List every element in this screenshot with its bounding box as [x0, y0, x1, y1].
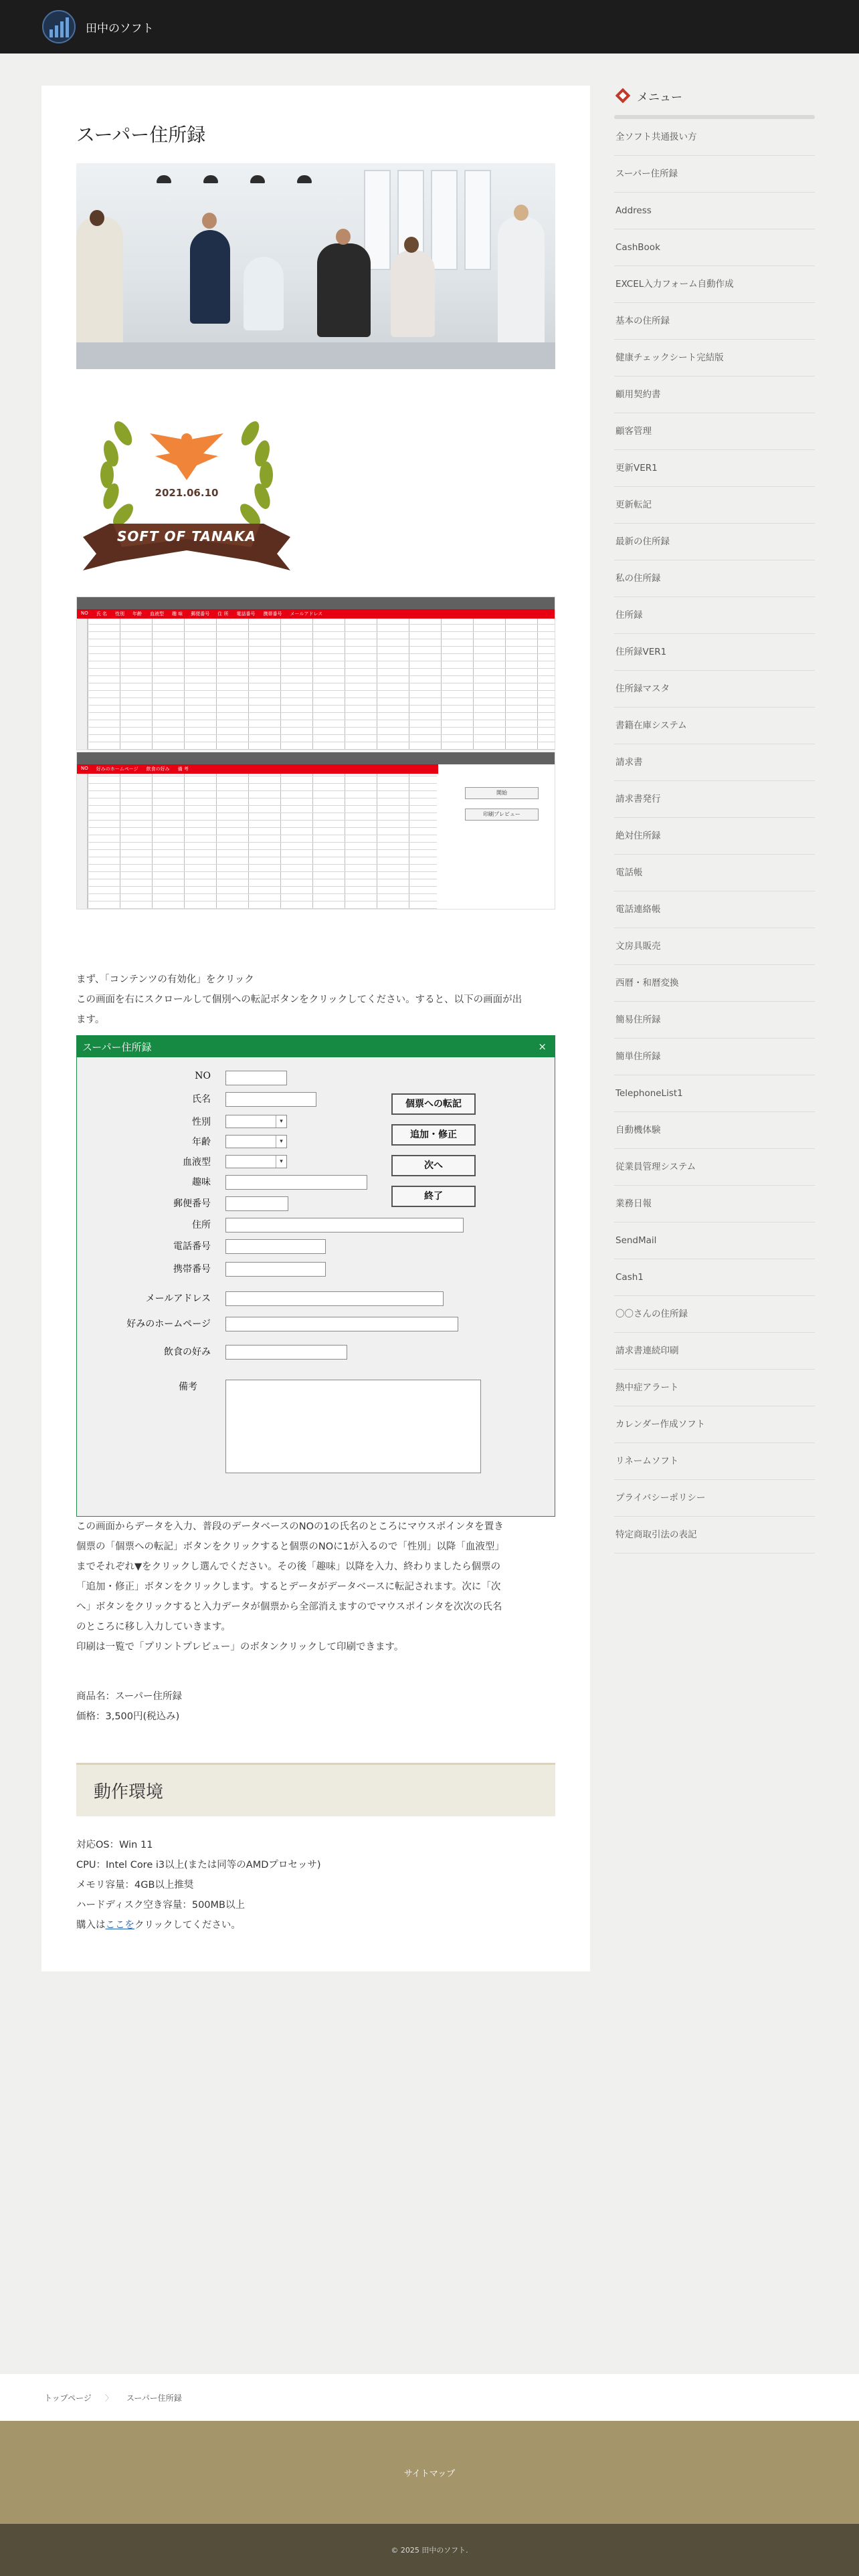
label-age: 年齢	[192, 1137, 211, 1148]
chevron-down-icon: ▾	[276, 1115, 286, 1128]
desc-line: この画面からデータを入力、普段のデータベースのNOの1の氏名のところにマウスポインタを置き	[76, 1521, 504, 1532]
product-price: 価格：3,500円(税込み)	[76, 1711, 180, 1722]
sidebar-heading-text: メニュー	[637, 90, 682, 104]
sidebar-item[interactable]: 書籍在庫システム	[614, 708, 815, 744]
no-field	[225, 1071, 287, 1085]
sidebar-item[interactable]: TelephoneList1	[614, 1075, 815, 1112]
spec-line: ハードディスク空き容量：500MB以上	[76, 1900, 245, 1911]
spreadsheet-list-screenshot	[76, 597, 555, 750]
sidebar-item[interactable]: カレンダー作成ソフト	[614, 1406, 815, 1443]
sheet-header-cell: 携帯番号	[263, 611, 282, 617]
label-no: NO	[195, 1071, 211, 1081]
email-field	[225, 1291, 444, 1306]
label-homepage: 好みのホームページ	[126, 1319, 211, 1329]
purchase-link[interactable]: ここを	[105, 1920, 134, 1931]
sheet-header-cell: 飲食の好み	[146, 766, 170, 772]
sidebar	[614, 86, 815, 1553]
sidebar-item[interactable]: 健康チェックシート完結版	[614, 340, 815, 377]
breadcrumb	[0, 2374, 859, 2421]
sheet-header-row	[77, 609, 555, 619]
desc-line: へ」ボタンをクリックすると入力データが個票から全部消えますのでマウスポインタを次次の氏名	[76, 1602, 502, 1612]
label-zip: 郵便番号	[173, 1198, 211, 1209]
sidebar-item[interactable]: CashBook	[614, 229, 815, 266]
sidebar-heading	[614, 86, 815, 106]
badge-ribbon-text: SOFT OF TANAKA	[116, 528, 257, 544]
sidebar-item[interactable]: 簡単住所録	[614, 1039, 815, 1075]
sheet-header-cell: 住 所	[217, 611, 229, 617]
tel-field	[225, 1239, 326, 1254]
footer-copyright-bar	[0, 2524, 859, 2576]
sheet-header-cell: NO	[81, 611, 88, 616]
intro-line: まず、「コンテンツの有効化」をクリック	[76, 974, 254, 985]
sidebar-item[interactable]: プライバシーポリシー	[614, 1480, 815, 1517]
purchase-prefix: 購入は	[76, 1920, 106, 1931]
sidebar-item[interactable]: 請求書連続印刷	[614, 1333, 815, 1370]
food-field	[225, 1345, 347, 1360]
sidebar-item[interactable]: 〇〇さんの住所録	[614, 1296, 815, 1333]
office-hero-image	[76, 163, 555, 369]
sidebar-item[interactable]: Address	[614, 193, 815, 229]
mobile-field	[225, 1262, 326, 1277]
spec-line: 対応OS：Win 11	[76, 1840, 153, 1850]
sidebar-item[interactable]: 熱中症アラート	[614, 1370, 815, 1406]
label-tel: 電話番号	[173, 1241, 211, 1252]
sidebar-item[interactable]: 簡易住所録	[614, 1002, 815, 1039]
sidebar-item[interactable]: 顧客管理	[614, 413, 815, 450]
chevron-down-icon: ▾	[276, 1156, 286, 1168]
desc-line: 個票の「個票への転記」ボタンをクリックすると個票のNOに1が入るので「性別」以降「血液型」	[76, 1541, 504, 1552]
site-logo-icon[interactable]	[41, 9, 76, 44]
sidebar-item[interactable]: 更新転記	[614, 487, 815, 524]
sidebar-item[interactable]: 請求書	[614, 744, 815, 781]
sheet-start-button: 開始	[465, 787, 539, 799]
hobby-field	[225, 1175, 367, 1190]
sidebar-item[interactable]: 従業員管理システム	[614, 1149, 815, 1186]
sidebar-item[interactable]: 自動機体験	[614, 1112, 815, 1149]
form-titlebar	[77, 1036, 555, 1057]
site-header	[0, 0, 859, 53]
description-text	[76, 1517, 555, 1657]
product-info	[76, 1687, 555, 1727]
page-title: スーパー住所録	[76, 124, 206, 146]
sidebar-item[interactable]: 更新VER1	[614, 450, 815, 487]
tanaka-badge-logo	[76, 387, 297, 580]
product-name: 商品名：スーパー住所録	[76, 1691, 183, 1702]
sidebar-item[interactable]: EXCEL入力フォーム自動作成	[614, 266, 815, 303]
sidebar-item[interactable]: SendMail	[614, 1222, 815, 1259]
environment-heading: 動作環境	[94, 1782, 164, 1802]
sidebar-item[interactable]: 基本の住所録	[614, 303, 815, 340]
sidebar-item[interactable]: 住所録VER1	[614, 634, 815, 671]
copyright-text: © 2025 田中のソフト.	[391, 2546, 468, 2555]
label-remarks: 備考	[179, 1382, 197, 1392]
sidebar-item[interactable]: 顧用契約書	[614, 377, 815, 413]
environment-heading-box	[76, 1763, 555, 1816]
form-title: スーパー住所録	[82, 1041, 152, 1053]
label-gender: 性別	[192, 1117, 211, 1128]
chevron-down-icon: ▾	[276, 1136, 286, 1148]
footer-nav	[0, 2421, 859, 2524]
site-title[interactable]: 田中のソフト	[86, 21, 154, 35]
sidebar-item[interactable]: リネームソフト	[614, 1443, 815, 1480]
sheet-header-cell: 性別	[114, 611, 124, 617]
spreadsheet-detail-screenshot	[76, 752, 555, 909]
main-content	[41, 86, 590, 1971]
add-edit-button: 追加・修正	[391, 1124, 476, 1146]
breadcrumb-home[interactable]: トップページ	[44, 2393, 92, 2403]
intro-text	[76, 970, 555, 1030]
label-blood: 血液型	[183, 1157, 211, 1168]
name-field	[225, 1092, 316, 1107]
sidebar-item[interactable]: 絶対住所録	[614, 818, 815, 855]
label-name: 氏名	[192, 1094, 211, 1105]
label-email: メールアドレス	[145, 1293, 211, 1304]
sidebar-item[interactable]: 電話連絡帳	[614, 891, 815, 928]
sheet-header-cell: 氏 名	[96, 611, 107, 617]
remarks-field	[225, 1380, 481, 1473]
sidebar-item[interactable]: 住所録	[614, 597, 815, 634]
sidebar-item[interactable]: 住所録マスタ	[614, 671, 815, 708]
spec-line: メモリ容量：4GB以上推奨	[76, 1880, 194, 1891]
sidebar-item[interactable]: 最新の住所録	[614, 524, 815, 560]
address-field	[225, 1218, 464, 1232]
homepage-field	[225, 1317, 458, 1331]
sheet-header-cell: 備 考	[177, 766, 189, 772]
label-mobile: 携帯番号	[173, 1264, 211, 1275]
desc-line: のところに移し入力していきます。	[76, 1622, 231, 1632]
close-icon: ×	[538, 1041, 547, 1053]
sidebar-item[interactable]: スーパー住所録	[614, 156, 815, 193]
sidebar-item[interactable]: 業務日報	[614, 1186, 815, 1222]
sheet-header-cell: 郵便番号	[191, 611, 210, 617]
sidebar-menu	[614, 119, 815, 1553]
sheet-header-cell: 電話番号	[236, 611, 256, 617]
sheet-header-cell: 血液型	[149, 611, 164, 617]
sidebar-item[interactable]: 特定商取引法の表記	[614, 1517, 815, 1553]
label-address: 住所	[192, 1220, 211, 1230]
purchase-suffix: クリックしてください。	[134, 1920, 241, 1931]
sheet-header-cell: NO	[81, 766, 88, 771]
label-hobby: 趣味	[192, 1177, 211, 1188]
sheet-header-cell: 好みのホームページ	[96, 766, 138, 772]
sidebar-item[interactable]: 全ソフト共通扱い方	[614, 119, 815, 156]
desc-line: 「追加・修正」ボタンをクリックします。するとデータがデータベースに転記されます。次に「次	[76, 1582, 501, 1592]
desc-line: 印刷は一覧で「プリントプレビュー」のボタンクリックして印刷できます。	[76, 1642, 404, 1652]
sitemap-link[interactable]: サイトマップ	[403, 2468, 456, 2479]
intro-line: ます。	[76, 1014, 105, 1025]
next-button: 次へ	[391, 1155, 476, 1176]
badge-date: 2021.06.10	[155, 487, 219, 499]
sheet-header-cell: メールアドレス	[290, 611, 323, 617]
address-form-screenshot	[76, 1035, 555, 1517]
sheet-header-cell: 年齢	[132, 611, 142, 617]
desc-line: までそれぞれ▼をクリックし選んでください。その後「趣味」以降を入力、終わりましたら個票の	[76, 1562, 501, 1572]
breadcrumb-current: スーパー住所録	[126, 2393, 182, 2403]
transfer-button: 個票への転記	[391, 1093, 476, 1115]
sidebar-item[interactable]: 文房具販売	[614, 928, 815, 965]
zip-field	[225, 1196, 288, 1211]
blood-select	[225, 1155, 287, 1168]
sidebar-item[interactable]: 電話帳	[614, 855, 815, 891]
sidebar-item[interactable]: Cash1	[614, 1259, 815, 1296]
spec-line: CPU：Intel Core i3以上(または同等のAMDプロセッサ)	[76, 1860, 321, 1870]
purchase-line	[76, 1915, 555, 1935]
sheet-header-row-2	[77, 764, 438, 774]
sidebar-item[interactable]: 私の住所録	[614, 560, 815, 597]
sheet-print-preview-button: 印刷プレビュー	[465, 809, 539, 821]
age-select	[225, 1135, 287, 1148]
sidebar-item[interactable]: 請求書発行	[614, 781, 815, 818]
gender-select	[225, 1115, 287, 1128]
sheet-header-cell: 趣 味	[171, 611, 183, 617]
label-food: 飲食の好み	[164, 1347, 211, 1358]
sidebar-item[interactable]: 西暦・和暦変換	[614, 965, 815, 1002]
breadcrumb-separator: 〉	[104, 2393, 113, 2403]
intro-line: この画面を右にスクロールして個別への転記ボタンをクリックしてください。すると、以下の画面が出	[76, 994, 522, 1005]
diamond-icon	[614, 87, 632, 104]
environment-specs	[76, 1835, 555, 1935]
end-button: 終了	[391, 1186, 476, 1207]
